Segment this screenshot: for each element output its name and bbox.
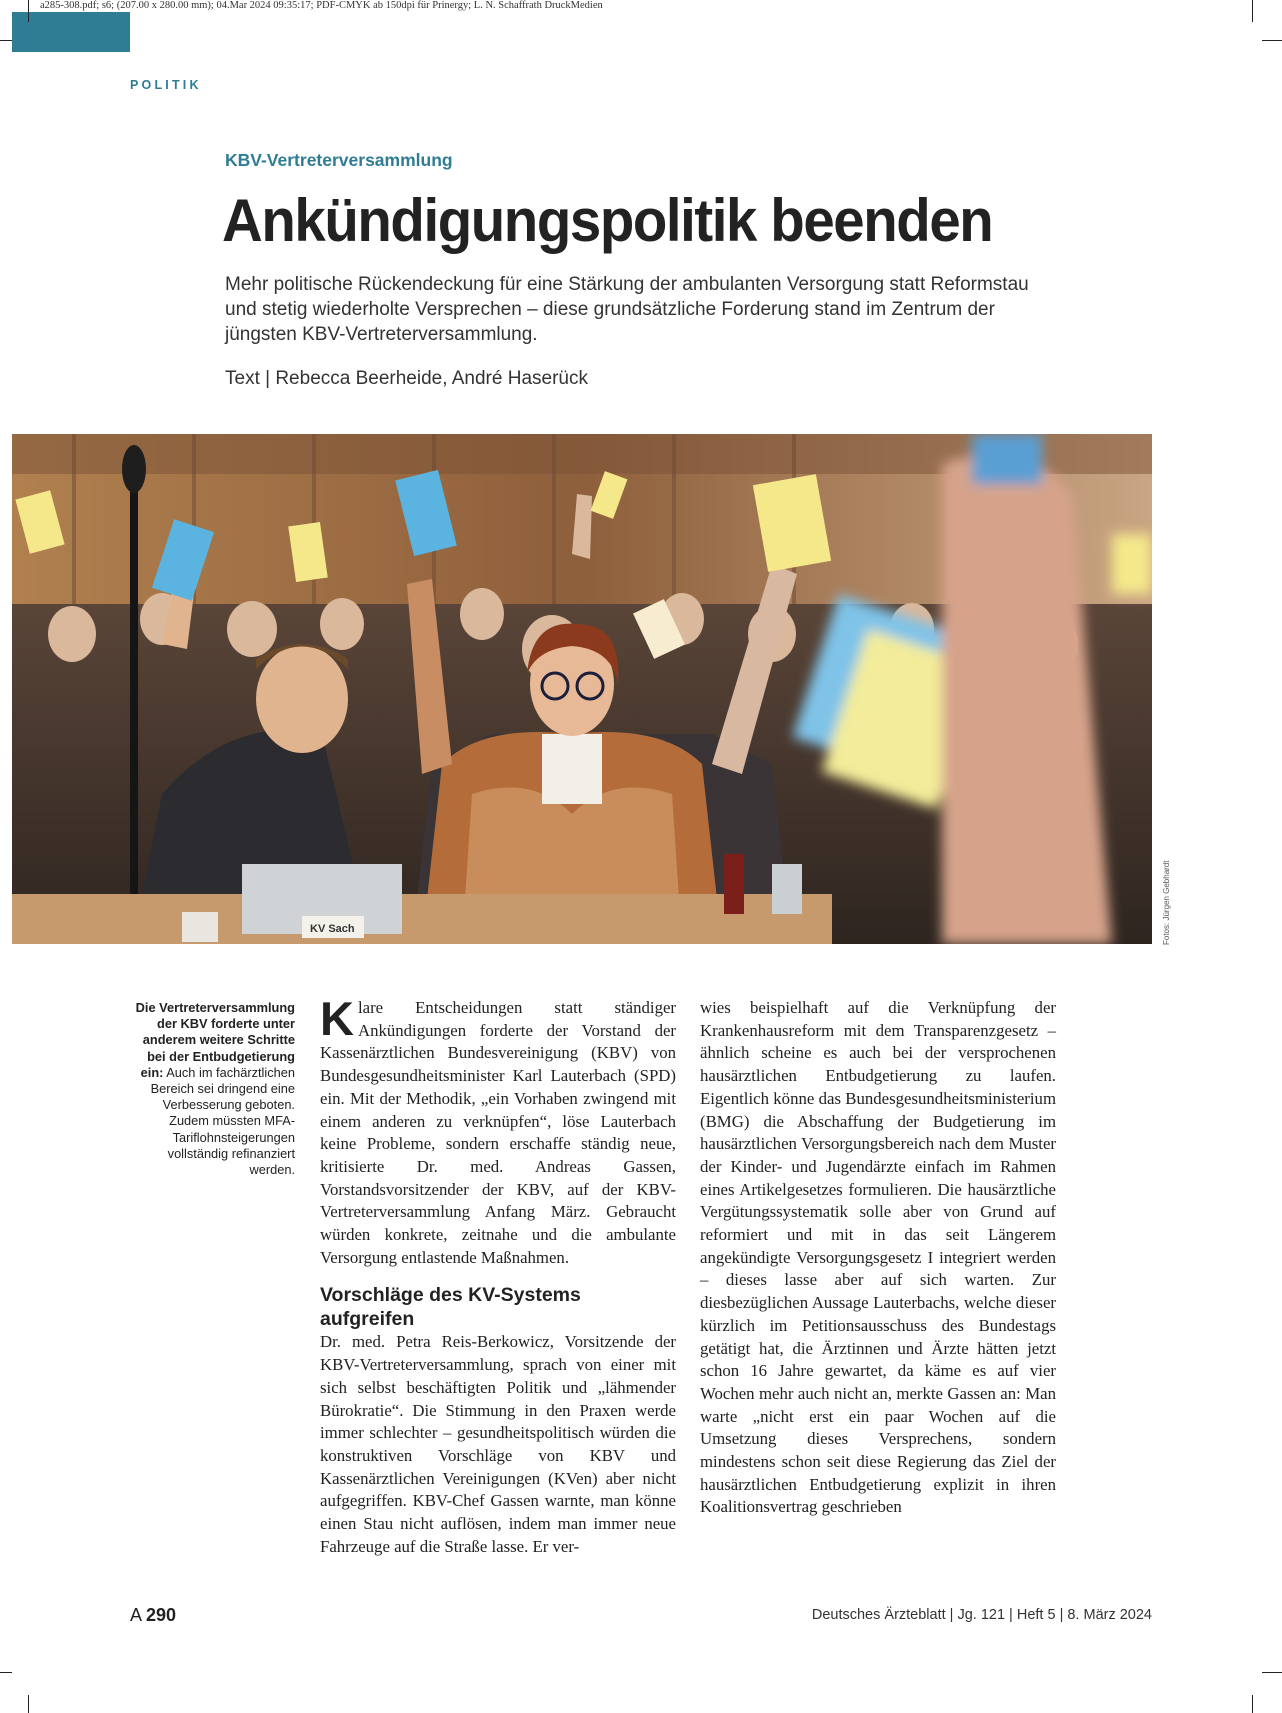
crop-mark [1262,1672,1282,1673]
section-label: POLITIK [130,78,202,92]
crop-mark [0,40,12,41]
publication-info: Deutsches Ärzteblatt | Jg. 121 | Heft 5 | 8. März 2024 [811,1607,1152,1623]
article-lead: Mehr politische Rückendeckung für eine Stärkung der ambulanten Versorgung statt Reformstau und stetig wiederholte Versprechen – diese grundsätzliche Forderung stand im Zentrum der jüngsten KBV-Vertreterversammlung. [225,274,1029,345]
article-paragraph: wies beispielhaft auf die Verknüpfung der Krankenhausreform mit dem Transparenzgesetz – ähnlich scheine es auch bei der versprochenen hausärztlichen Entbudgetierung zu laufen. Eigentlich könne das Bundesgesundheitsministerium (BMG) die Abschaffung der Budgetierung im hausärztlichen Versorgungsbereich nach dem Muster der Kinder- und Jugendärzte einfach im Rahmen eines Artikelgesetzes formulieren. Die hausärztliche Vergütungssystematik solle aber von Grund auf reformiert und mit in das seit Längerem angekündigte Versorgungsgesetz I integriert werden – dieses lasse aber auf sich warten. Zur diesbezüglichen Aussage Lauterbachs, welche dieser kürzlich im Petitionsausschuss des Bundestags getätigt hat, die Ärztinnen und Ärzte hätten jetzt schon 16 Jahre gewartet, da käme es auf vier Wochen mehr auch nicht an, merkte Gassen an: Man warte „nicht erst ein paar Wochen auf die Umsetzung dieses Versprechens, sondern mindestens schon seit diese Regierung das Ziel der hausärztlichen Entbudgetierung explizit in ihren Koalitionsvertrag geschrieben [700,998,1056,1517]
crop-mark [28,1695,29,1713]
article-kicker: KBV-Vertreterversammlung [225,150,453,170]
article-paragraph [320,992,676,1269]
print-info: a285-308.pdf; s6; (207.00 x 280.00 mm); 04.Mar 2024 09:35:17; PDF-CMYK ab 150dpi für Prinergy; L. N. Schaffrath DruckMedien [40,0,603,11]
article-paragraph: Dr. med. Petra Reis-Berkowicz, Vorsitzende der KBV-Vertreterversammlung, sprach von einer mit sich selbst beschäftigten Politik und „lähmender Bürokratie“. Die Stimmung in den Praxen werde immer schlechter – gesundheitspolitisch würden die konstruktiven Vorschläge von KBV und Kassenärztlichen Vereinigungen (KVen) aber nicht aufgegriffen. KBV-Chef Gassen warnte, man könne einen Stau nicht auflösen, indem man immer neue Fahrzeuge auf die Straße lasse. Er ver- [320,1332,676,1556]
photo-credit: Fotos: Jürgen Gebhardt [1162,860,1171,945]
crop-mark [1252,0,1253,22]
crop-mark [1252,1695,1253,1713]
page-prefix: A [130,1605,142,1625]
article-column-2 [700,997,1056,1519]
photo-illustration [12,434,1152,944]
crop-mark [1262,40,1282,41]
caption-text: Auch im fachärztlichen Bereich sei dringend eine Verbesserung geboten. Zudem müssten MFA-Tariflohnsteigerungen vollständig refinanziert werden. [150,1064,295,1178]
paragraph-text: lare Entscheidungen statt ständiger Ankündigungen forderte der Vorstand der Kassenärztlichen Bundesvereinigung (KBV) von Bundesgesundheitsminister Karl Lauterbach (SPD) ein. Mit der Methodik, „ein Vorhaben zwingend mit einem anderen zu verknüpfen“, löse Lauterbach keine Probleme, sondern erschaffe ständig neue, kritisierte Dr. med. Andreas Gassen, Vorstandsvorsitzender der KBV, auf der KBV-Vertreterversammlung Anfang März. Gebraucht würden konkrete, zeitnahe und die ambulante Versorgung entlastende Maßnahmen. [320,998,676,1267]
crop-mark [28,0,29,22]
article-column-1 [320,992,676,1558]
crop-mark [0,1672,12,1673]
drop-cap: K [320,992,354,1045]
page-number [130,1605,176,1626]
article-subhead: Vorschläge des KV-Systems aufgreifen [320,1284,581,1331]
photo-nameplate: KV Sach [310,923,355,935]
caption-bold: Die Vertreterversammlung der KBV forderte unter anderem weitere Schritte bei der Entbudgetierung ein: [135,1000,295,1080]
color-bar [12,12,130,52]
article-photo [12,434,1152,944]
article-byline: Text | Rebecca Beerheide, André Haserück [225,368,588,389]
photo-caption [130,1000,295,1178]
article-headline: Ankündigungspolitik beenden [222,187,993,254]
page-number-value: 290 [146,1605,177,1625]
